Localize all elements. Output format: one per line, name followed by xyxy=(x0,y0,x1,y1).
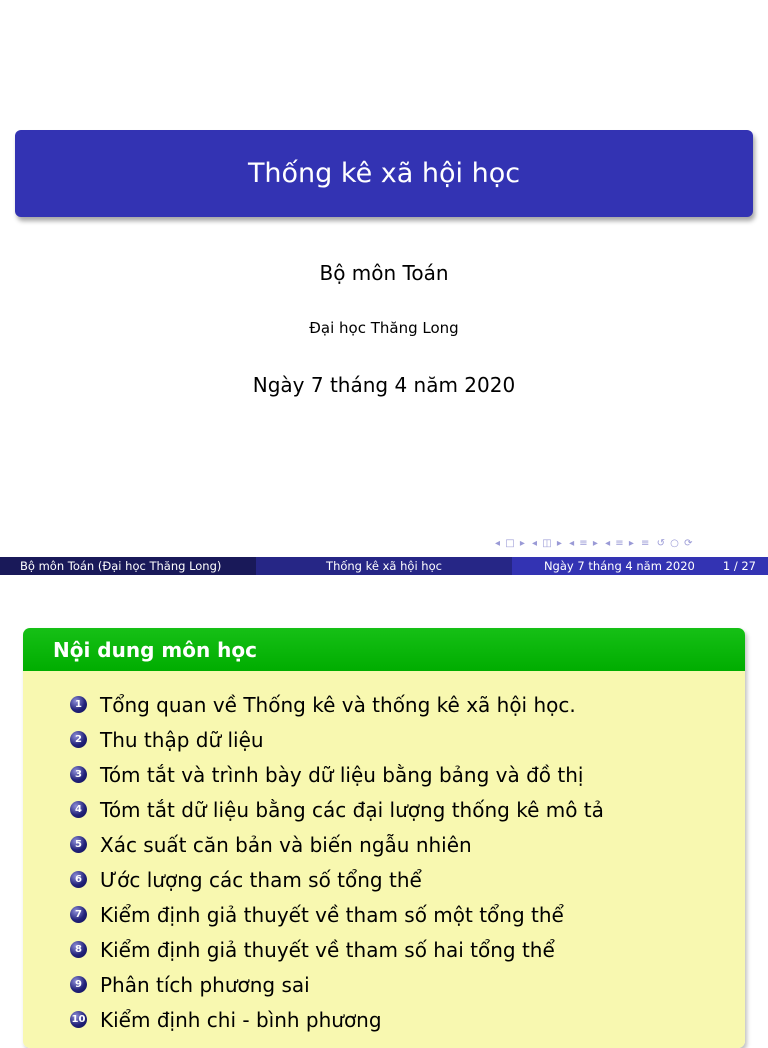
number-ball-icon: 3 xyxy=(70,766,87,783)
number-ball-icon: 4 xyxy=(70,801,87,818)
section-nav-icon[interactable]: ◂ ≡ ▸ xyxy=(569,538,599,549)
number-ball-icon: 2 xyxy=(70,731,87,748)
number-ball-icon: 5 xyxy=(70,836,87,853)
list-item xyxy=(23,827,745,862)
list-item xyxy=(23,862,745,897)
footer-date-page xyxy=(512,557,768,575)
document-nav-icon[interactable]: ◂ ≡ ▸ xyxy=(605,538,635,549)
page-number: 1 / 27 xyxy=(722,559,756,573)
block-body xyxy=(23,671,745,1048)
list-item-text: Thu thập dữ liệu xyxy=(100,727,264,752)
list-item-text: Tóm tắt dữ liệu bằng các đại lượng thống kê mô tả xyxy=(100,797,604,822)
footer-title: Thống kê xã hội học xyxy=(256,557,512,575)
footer-author: Bộ môn Toán (Đại học Thăng Long) xyxy=(0,557,256,575)
list-item xyxy=(23,757,745,792)
list-item-text: Tóm tắt và trình bày dữ liệu bằng bảng và đồ thị xyxy=(100,762,584,787)
list-item-text: Xác suất căn bản và biến ngẫu nhiên xyxy=(100,832,472,857)
number-ball-icon: 9 xyxy=(70,976,87,993)
footer-date: Ngày 7 tháng 4 năm 2020 xyxy=(543,559,695,573)
number-ball-icon: 10 xyxy=(70,1011,87,1028)
footline xyxy=(0,557,768,575)
presentation-date: Ngày 7 tháng 4 năm 2020 xyxy=(252,373,516,397)
number-ball-icon: 1 xyxy=(70,696,87,713)
list-item xyxy=(23,687,745,722)
outline-icon[interactable]: ≡ xyxy=(641,538,651,549)
frame-nav-icon[interactable]: ◂ □ ▸ xyxy=(495,538,526,549)
list-item xyxy=(23,792,745,827)
list-item xyxy=(23,1002,745,1037)
number-ball-icon: 8 xyxy=(70,941,87,958)
list-item-text: Tổng quan về Thống kê và thống kê xã hội học. xyxy=(100,692,576,717)
list-item-text: Kiểm định giả thuyết về tham số một tổng thể xyxy=(100,902,564,927)
institute: Đại học Thăng Long xyxy=(309,319,459,337)
title-box xyxy=(15,130,753,217)
search-back-icon[interactable]: ↺ ○ ⟳ xyxy=(656,538,694,549)
list-item xyxy=(23,897,745,932)
block-title: Nội dung môn học xyxy=(23,628,745,671)
course-content-block xyxy=(23,628,745,1048)
list-item xyxy=(23,932,745,967)
list-item-text: Phân tích phương sai xyxy=(100,972,310,997)
author: Bộ môn Toán xyxy=(319,261,449,285)
number-ball-icon: 7 xyxy=(70,906,87,923)
subsection-nav-icon[interactable]: ◂ ◫ ▸ xyxy=(532,538,563,549)
list-item-text: Ước lượng các tham số tổng thể xyxy=(100,867,422,892)
list-item-text: Kiểm định giả thuyết về tham số hai tổng thể xyxy=(100,937,555,962)
list-item xyxy=(23,722,745,757)
list-item-text: Kiểm định chi - bình phương xyxy=(100,1007,382,1032)
beamer-navigation-bar xyxy=(495,538,763,552)
list-item xyxy=(23,967,745,1002)
number-ball-icon: 6 xyxy=(70,871,87,888)
presentation-title: Thống kê xã hội học xyxy=(247,158,521,189)
course-topic-list xyxy=(23,687,745,1037)
